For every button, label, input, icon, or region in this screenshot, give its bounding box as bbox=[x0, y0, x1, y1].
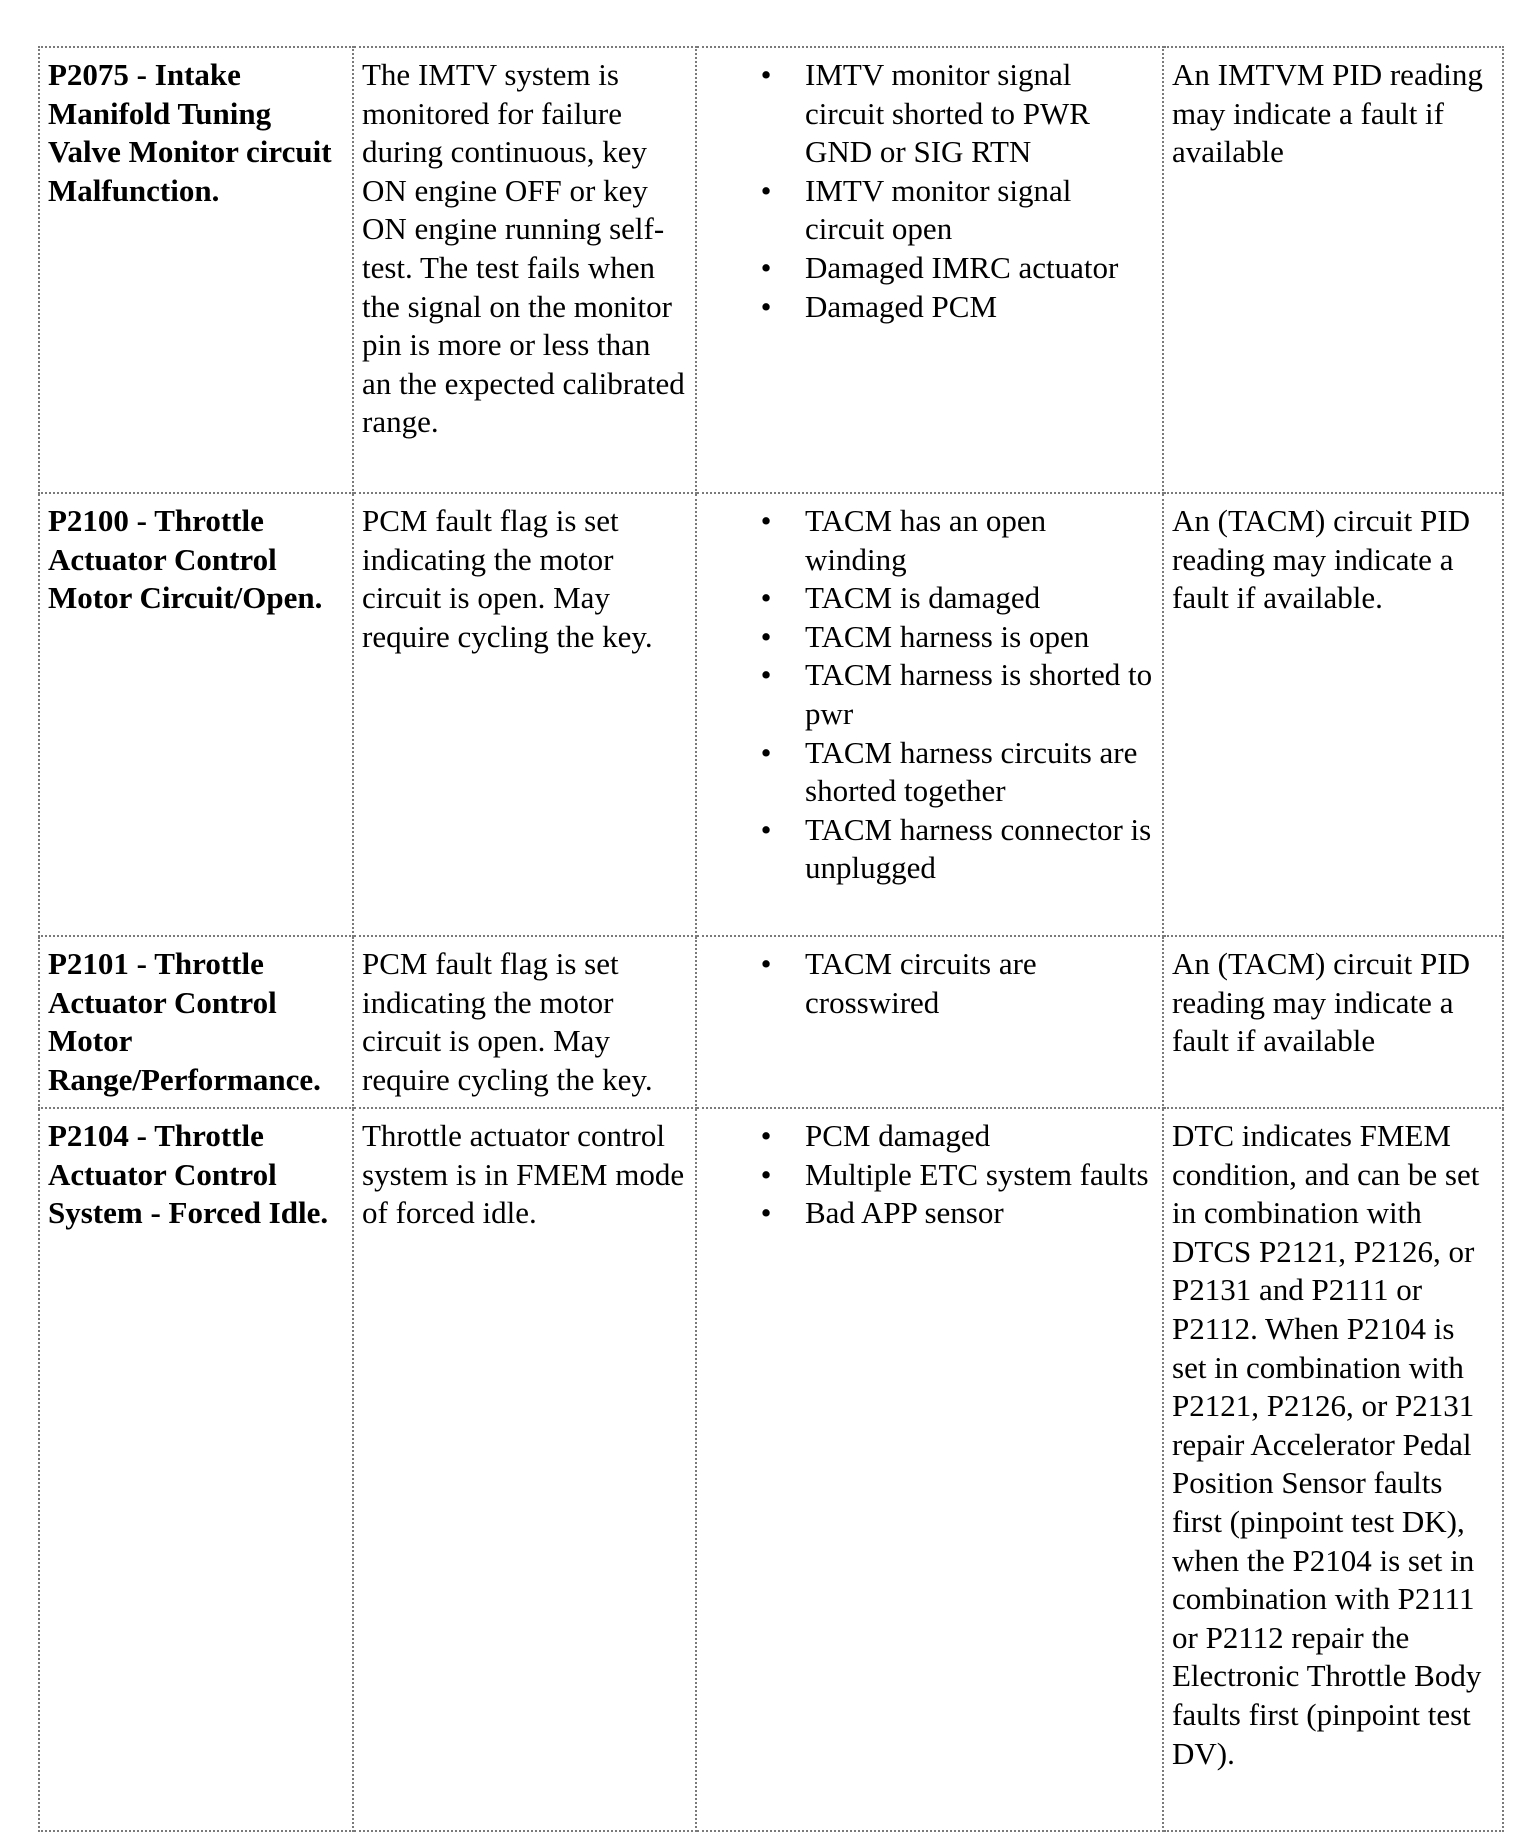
bullet-icon: • bbox=[760, 734, 772, 770]
list-item bbox=[756, 502, 1154, 579]
cause-list bbox=[705, 1117, 1154, 1233]
bullet-icon: • bbox=[760, 172, 772, 208]
bullet-icon: • bbox=[760, 946, 772, 981]
list-item bbox=[756, 172, 1154, 249]
bullet-icon: • bbox=[760, 503, 772, 538]
list-item bbox=[756, 734, 1154, 811]
dtc-causes-cell bbox=[696, 936, 1163, 1108]
bullet-icon: • bbox=[760, 1195, 772, 1231]
list-item bbox=[756, 618, 1154, 657]
cause-text: PCM damaged bbox=[805, 1118, 991, 1153]
bullet-icon: • bbox=[760, 1156, 772, 1192]
dtc-description: PCM fault flag is set indicating the motor circuit is open. May require cycling the key. bbox=[362, 946, 653, 1097]
table-row bbox=[39, 936, 1503, 1108]
cause-list bbox=[705, 945, 1154, 1022]
dtc-action-cell bbox=[1163, 47, 1503, 493]
dtc-description-cell bbox=[353, 936, 696, 1108]
dtc-causes-cell bbox=[696, 1108, 1163, 1831]
bullet-icon: • bbox=[760, 1118, 772, 1153]
list-item bbox=[756, 579, 1154, 618]
bullet-icon: • bbox=[760, 657, 772, 693]
cause-text: Damaged IMRC actuator bbox=[805, 249, 1119, 285]
cause-text: Multiple ETC system faults bbox=[805, 1156, 1149, 1192]
list-item bbox=[756, 945, 1154, 1022]
list-item bbox=[756, 811, 1154, 888]
cause-list bbox=[705, 56, 1154, 326]
dtc-causes-cell bbox=[696, 493, 1163, 936]
list-item bbox=[756, 249, 1154, 288]
cause-text: TACM is damaged bbox=[805, 580, 1041, 616]
dtc-action: An (TACM) circuit PID reading may indicate a fault if available bbox=[1172, 946, 1470, 1059]
table-row bbox=[39, 1108, 1503, 1831]
dtc-code-cell bbox=[39, 47, 353, 493]
list-item bbox=[756, 656, 1154, 733]
dtc-code-cell bbox=[39, 936, 353, 1108]
dtc-action: An IMTVM PID reading may indicate a fault if available bbox=[1172, 57, 1483, 170]
cause-text: Bad APP sensor bbox=[805, 1195, 1004, 1231]
table-row bbox=[39, 493, 1503, 936]
bullet-icon: • bbox=[760, 288, 772, 324]
cause-list bbox=[705, 502, 1154, 888]
list-item bbox=[756, 288, 1154, 327]
dtc-table bbox=[38, 46, 1504, 1832]
dtc-description: PCM fault flag is set indicating the motor circuit is open. May require cycling the key. bbox=[362, 503, 653, 654]
cause-text: TACM harness circuits are shorted together bbox=[805, 734, 1138, 809]
cause-text: TACM has an open winding bbox=[805, 503, 1047, 577]
dtc-description-cell bbox=[353, 1108, 696, 1831]
cause-text: TACM circuits are crosswired bbox=[805, 946, 1037, 1020]
dtc-description: The IMTV system is monitored for failure during continuous, key ON engine OFF or key ON engine running self-test. The test fails when the signal on the monitor pin is more or less than an the expected calibrated range. bbox=[362, 57, 685, 440]
cause-text: IMTV monitor signal circuit open bbox=[805, 172, 1072, 247]
cause-text: Damaged PCM bbox=[805, 288, 998, 324]
dtc-code-title: P2101 - Throttle Actuator Control Motor Range/Performance. bbox=[48, 946, 321, 1097]
bullet-icon: • bbox=[760, 811, 772, 847]
cause-text: IMTV monitor signal circuit shorted to PWR GND or SIG RTN bbox=[805, 57, 1090, 170]
list-item bbox=[756, 56, 1154, 172]
dtc-action-cell bbox=[1163, 1108, 1503, 1831]
list-item bbox=[756, 1194, 1154, 1233]
cause-text: TACM harness connector is unplugged bbox=[805, 811, 1152, 886]
bullet-icon: • bbox=[760, 618, 772, 654]
list-item bbox=[756, 1117, 1154, 1156]
dtc-code-cell bbox=[39, 493, 353, 936]
dtc-code-cell bbox=[39, 1108, 353, 1831]
dtc-action: DTC indicates FMEM condition, and can be set in combination with DTCS P2121, P2126, or P2131 and P2111 or P2112. When P2104 is set in combination with P2121, P2126, or P2131 repair Accelerator Pedal Position Sensor faults first (pinpoint test DK), when the P2104 is set in combination with P2111 or P2112 repair the Electronic Throttle Body faults first (pinpoint test DV). bbox=[1172, 1118, 1482, 1771]
bullet-icon: • bbox=[760, 57, 772, 92]
bullet-icon: • bbox=[760, 249, 772, 285]
dtc-description: Throttle actuator control system is in FMEM mode of forced idle. bbox=[362, 1118, 685, 1231]
cause-text: TACM harness is shorted to pwr bbox=[805, 657, 1153, 731]
dtc-description-cell bbox=[353, 47, 696, 493]
dtc-action-cell bbox=[1163, 493, 1503, 936]
table-row bbox=[39, 47, 1503, 493]
dtc-code-title: P2104 - Throttle Actuator Control System - Forced Idle. bbox=[48, 1118, 329, 1231]
dtc-code-title: P2100 - Throttle Actuator Control Motor Circuit/Open. bbox=[48, 503, 323, 616]
dtc-code-title: P2075 - Intake Manifold Tuning Valve Monitor circuit Malfunction. bbox=[48, 57, 332, 208]
dtc-action-cell bbox=[1163, 936, 1503, 1108]
dtc-description-cell bbox=[353, 493, 696, 936]
cause-text: TACM harness is open bbox=[805, 618, 1090, 654]
bullet-icon: • bbox=[760, 580, 772, 616]
dtc-action: An (TACM) circuit PID reading may indicate a fault if available. bbox=[1172, 503, 1470, 616]
list-item bbox=[756, 1156, 1154, 1195]
dtc-causes-cell bbox=[696, 47, 1163, 493]
